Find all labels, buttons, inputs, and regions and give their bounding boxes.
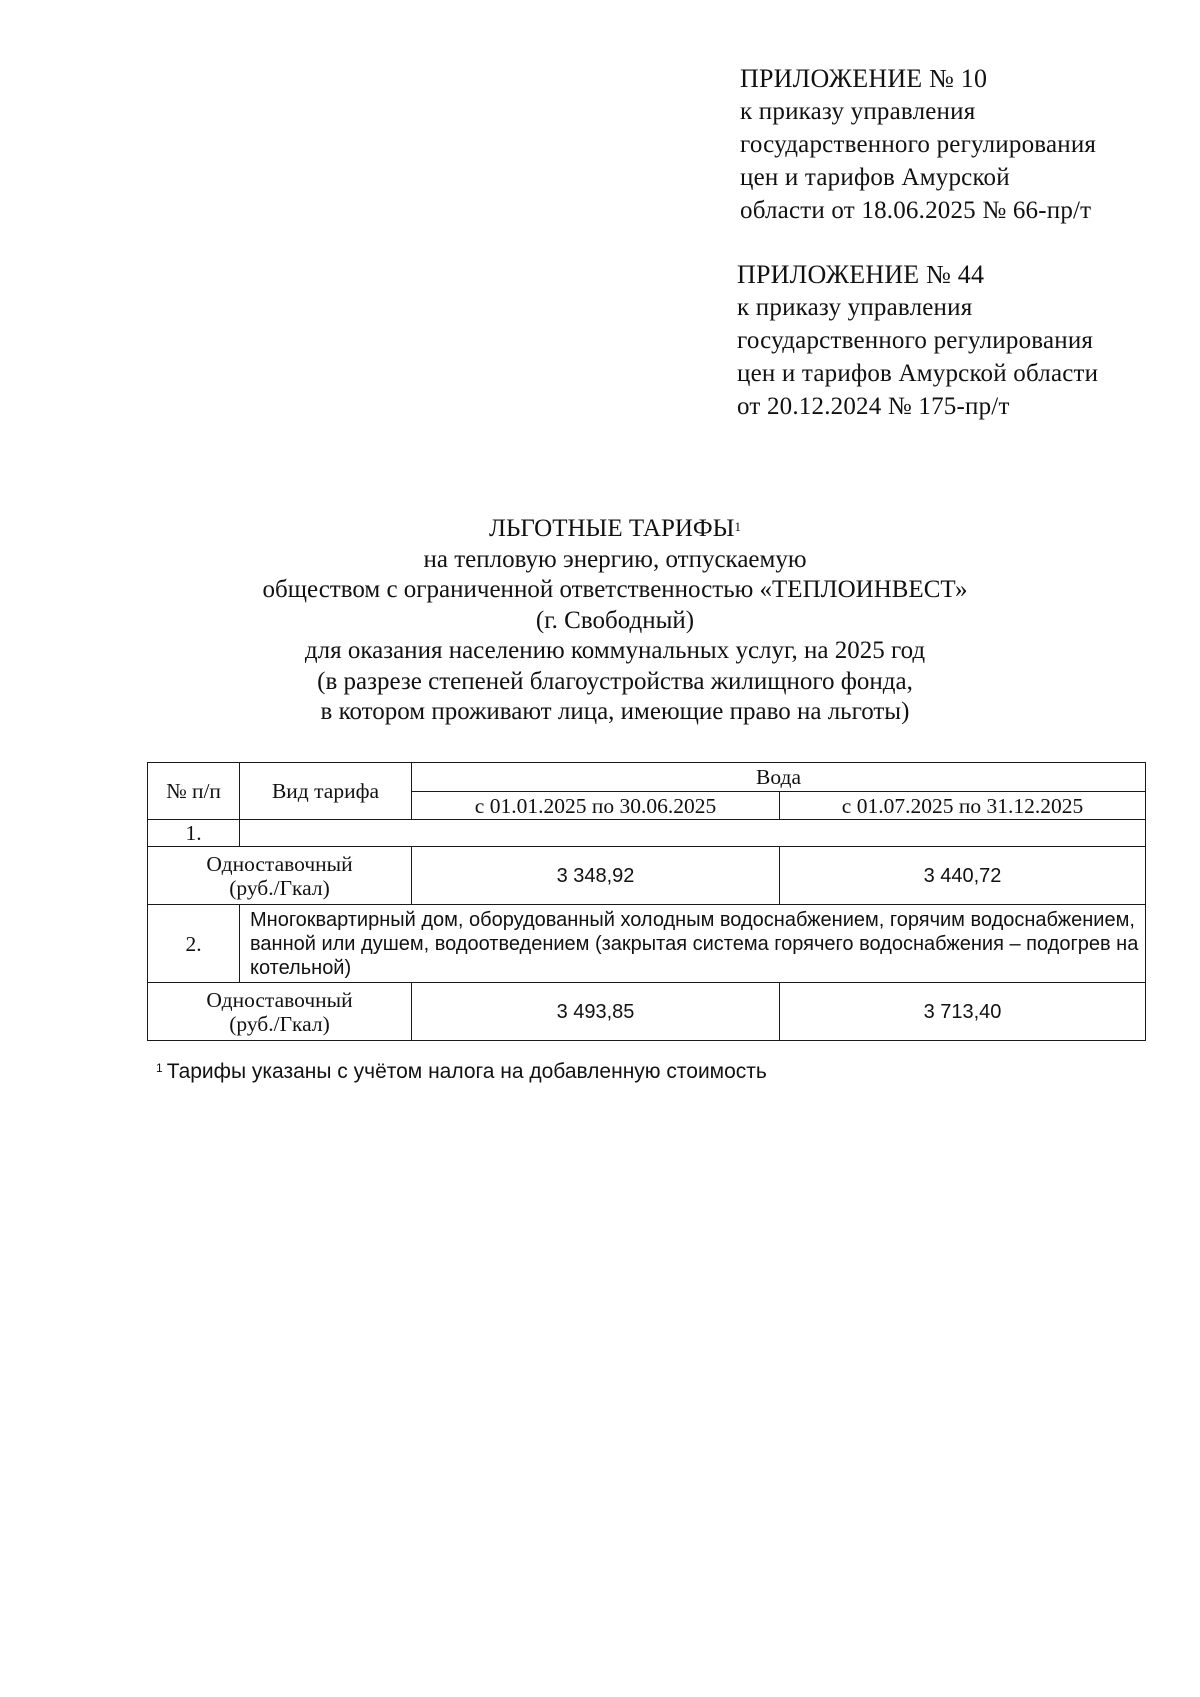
document-title-block	[150, 514, 1080, 728]
table-header-row	[148, 763, 1146, 792]
appendix-current-title: ПРИЛОЖЕНИЕ № 10	[740, 64, 988, 93]
tariff-label-line: Одноставочный	[206, 987, 353, 1012]
document-title	[150, 514, 1080, 545]
subtitle-line: для оказания населению коммунальных услуг, на 2025 год	[304, 637, 926, 664]
tariff-label	[148, 983, 412, 1041]
section-row	[148, 905, 1146, 983]
tariff-table	[147, 762, 1146, 1041]
header-water-group: Вода	[412, 763, 1146, 792]
section-description	[240, 820, 1146, 847]
appendix-original-line: от 20.12.2024 № 175-пр/т	[737, 393, 1010, 420]
document-title-text: ЛЬГОТНЫЕ ТАРИФЫ	[489, 515, 735, 542]
appendix-current-header	[740, 62, 1096, 227]
tariff-value-period-1: 3 348,92	[412, 847, 780, 905]
section-description: Многоквартирный дом, оборудованный холодным водоснабжением, горячим водоснабжением, ванной или душем, водоотведением (закрытая система горячего водоснабжения – подогрев на котельной)	[240, 905, 1146, 983]
footnote-mark: 1	[156, 1061, 163, 1075]
tariff-row	[148, 847, 1146, 905]
footnote	[156, 1060, 767, 1084]
subtitle-line: (г. Свободный)	[535, 606, 695, 634]
subtitle-line: обществом с ограниченной ответственностью «ТЕПЛОИНВЕСТ»	[262, 576, 968, 603]
subtitle-line: (в разрезе степеней благоустройства жилищного фонда,	[317, 667, 913, 695]
tariff-label-line: (руб./Гкал)	[229, 875, 330, 900]
appendix-original-line: к приказу управления	[737, 294, 973, 321]
tariff-value-period-2: 3 713,40	[780, 983, 1146, 1041]
tariff-label	[148, 847, 412, 905]
header-period-2: с 01.07.2025 по 31.12.2025	[780, 792, 1146, 820]
header-tariff-type: Вид тарифа	[240, 763, 412, 820]
tariff-label-line: Одноставочный	[206, 851, 353, 876]
appendix-original-title: ПРИЛОЖЕНИЕ № 44	[737, 260, 985, 289]
tariff-row	[148, 983, 1146, 1041]
section-row	[148, 820, 1146, 847]
footnote-text: Тарифы указаны с учётом налога на добавленную стоимость	[166, 1060, 767, 1083]
subtitle-line: на тепловую энергию, отпускаемую	[423, 545, 807, 573]
section-number: 1.	[148, 820, 240, 847]
tariff-label-line: (руб./Гкал)	[229, 1011, 330, 1036]
subtitle-line: в котором проживают лица, имеющие право на льготы)	[320, 698, 910, 725]
header-number: № п/п	[148, 763, 240, 820]
tariff-value-period-2: 3 440,72	[780, 847, 1146, 905]
appendix-original-header	[737, 258, 1098, 423]
appendix-current-line: государственного регулирования	[740, 131, 1097, 158]
section-number: 2.	[148, 905, 240, 983]
title-footnote-mark: 1	[734, 519, 741, 534]
appendix-original-line: цен и тарифов Амурской области	[737, 360, 1099, 387]
appendix-current-line: к приказу управления	[740, 98, 976, 125]
appendix-current-line: области от 18.06.2025 № 66-пр/т	[740, 197, 1092, 224]
header-period-1: с 01.01.2025 по 30.06.2025	[412, 792, 780, 820]
appendix-original-line: государственного регулирования	[737, 327, 1094, 354]
tariff-value-period-1: 3 493,85	[412, 983, 780, 1041]
appendix-current-line: цен и тарифов Амурской	[740, 164, 1010, 191]
